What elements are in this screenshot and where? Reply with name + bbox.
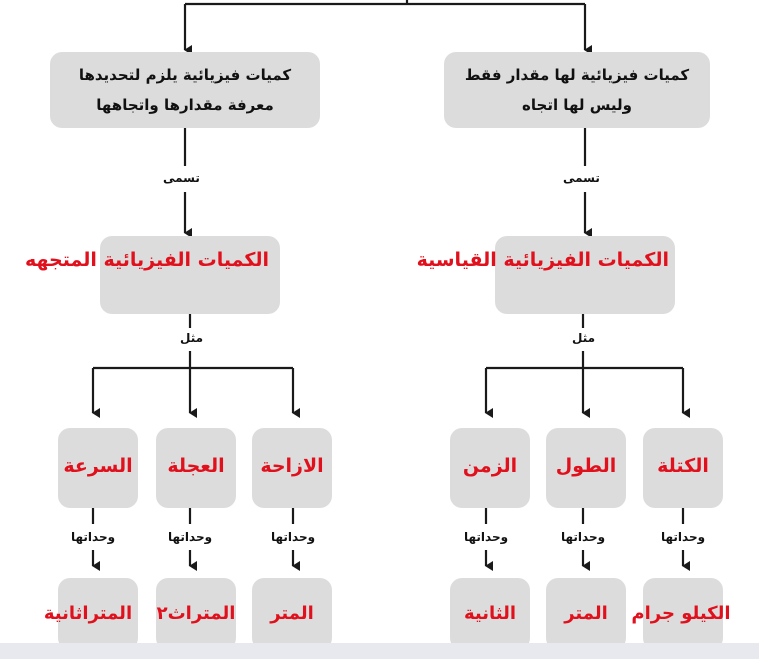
unit-meter-per-second-squared: المتراث٢	[156, 603, 236, 624]
units-label-time: وحداتها	[464, 530, 509, 544]
example-acceleration: العجلة	[167, 455, 225, 477]
units-label-mass: وحداتها	[661, 530, 706, 544]
example-length: الطول	[555, 455, 617, 477]
example-displacement: الازاحة	[260, 455, 324, 477]
scalar-definition-line-1: كميات فيزيائية لها مقدار فقط	[464, 66, 690, 84]
example-mass: الكتلة	[657, 455, 709, 477]
scalar-definition-line-2: وليس لها اتجاه	[522, 96, 632, 114]
vector-definition-line-1: كميات فيزيائية يلزم لتحديدها	[78, 66, 292, 84]
units-label-speed: وحداتها	[71, 530, 116, 544]
vector-example-label: مثل	[180, 331, 204, 345]
example-time: الزمن	[462, 455, 518, 477]
unit-meter-scalar: المتر	[564, 603, 608, 624]
vector-definition-box	[50, 52, 320, 128]
units-label-acceleration: وحداتها	[168, 530, 213, 544]
units-label-displacement: وحداتها	[271, 530, 316, 544]
vector-category-title: الكميات الفيزيائية المتجهه	[24, 249, 270, 271]
scalar-called-label: تسمى	[563, 171, 600, 185]
unit-meter-per-second: المتراثانية	[43, 603, 133, 624]
unit-kilogram: الكيلو جرام	[631, 603, 731, 624]
scalar-example-label: مثل	[572, 331, 596, 345]
units-label-length: وحداتها	[561, 530, 606, 544]
vector-called-label: تسمى	[163, 171, 200, 185]
scalar-definition-box	[444, 52, 710, 128]
scalar-category-title: الكميات الفيزيائية القياسية	[416, 249, 669, 271]
vector-category-box	[100, 236, 280, 314]
scalar-category-box	[495, 236, 675, 314]
unit-meter-vector: المتر	[270, 603, 314, 624]
vector-definition-line-2: معرفة مقدارها واتجاهها	[96, 96, 274, 114]
bottom-strip	[0, 643, 759, 659]
unit-second: الثانية	[463, 603, 517, 624]
example-speed: السرعة	[63, 455, 133, 477]
